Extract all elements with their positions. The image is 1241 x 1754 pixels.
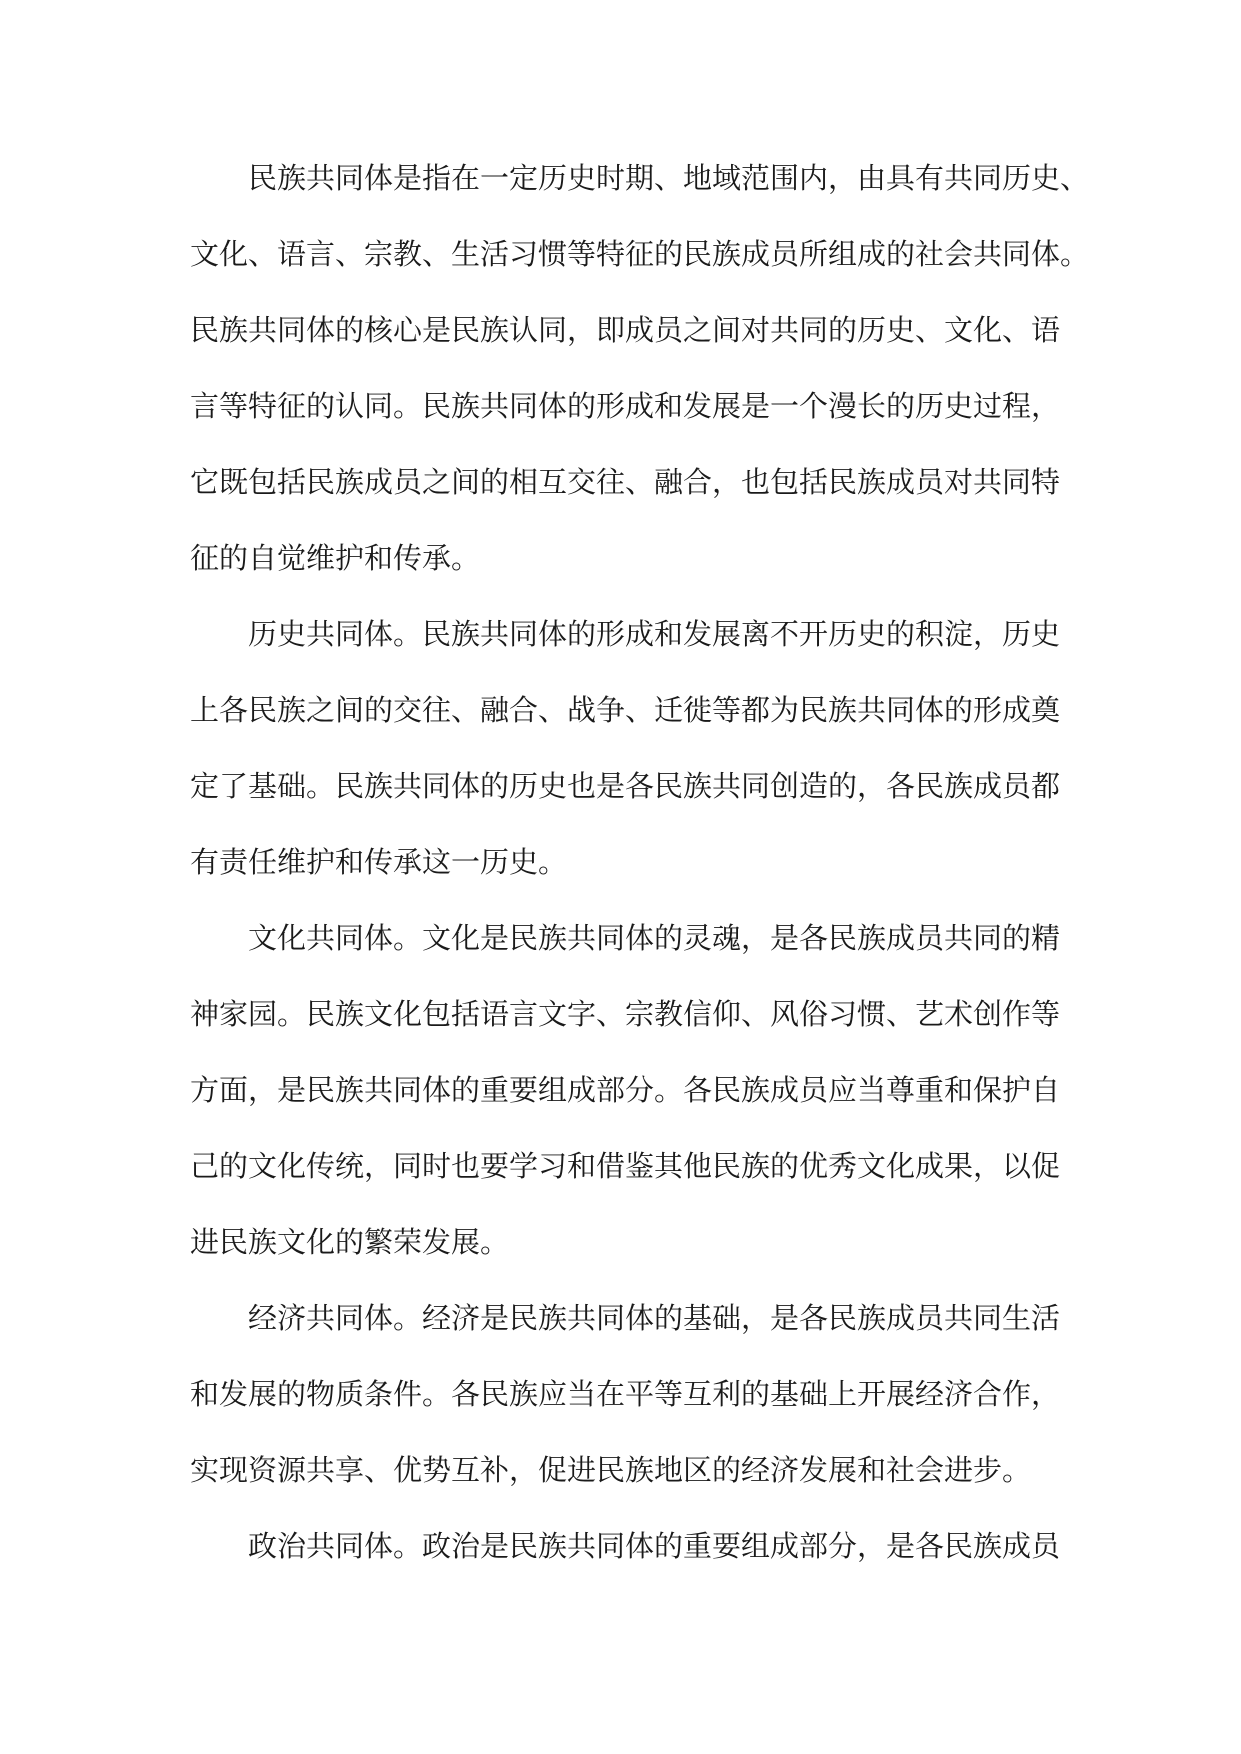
text-line: 历史共同体。民族共同体的形成和发展离不开历史的积淀，历史 (248, 617, 1061, 651)
text-line: 己的文化传统，同时也要学习和借鉴其他民族的优秀文化成果，以促 (190, 1149, 1061, 1183)
paragraph-culture (190, 900, 1060, 1280)
text-line: 有责任维护和传承这一历史。 (190, 845, 568, 879)
text-line: 经济共同体。经济是民族共同体的基础，是各民族成员共同生活 (248, 1301, 1061, 1335)
text-line: 实现资源共享、优势互补，促进民族地区的经济发展和社会进步。 (190, 1453, 1032, 1487)
text-line: 它既包括民族成员之间的相互交往、融合，也包括民族成员对共同特 (190, 465, 1061, 499)
text-line: 文化共同体。文化是民族共同体的灵魂，是各民族成员共同的精 (248, 921, 1061, 955)
text-line: 文化、语言、宗教、生活习惯等特征的民族成员所组成的社会共同体。 (190, 237, 1090, 271)
text-line: 民族共同体的核心是民族认同，即成员之间对共同的历史、文化、语 (190, 313, 1061, 347)
text-line: 上各民族之间的交往、融合、战争、迁徙等都为民族共同体的形成奠 (190, 693, 1061, 727)
paragraph-history (190, 596, 1060, 900)
paragraph-politics (190, 1508, 1060, 1584)
paragraph-economy (190, 1280, 1060, 1508)
text-line: 神家园。民族文化包括语言文字、宗教信仰、风俗习惯、艺术创作等 (190, 997, 1061, 1031)
text-line: 方面，是民族共同体的重要组成部分。各民族成员应当尊重和保护自 (190, 1073, 1061, 1107)
document-body (190, 140, 1090, 1584)
text-line: 定了基础。民族共同体的历史也是各民族共同创造的，各民族成员都 (190, 769, 1061, 803)
text-line: 民族共同体是指在一定历史时期、地域范围内，由具有共同历史、 (248, 161, 1090, 195)
text-line: 进民族文化的繁荣发展。 (190, 1225, 510, 1259)
text-line: 和发展的物质条件。各民族应当在平等互利的基础上开展经济合作， (190, 1377, 1061, 1411)
paragraph-definition (190, 140, 1090, 596)
text-line: 言等特征的认同。民族共同体的形成和发展是一个漫长的历史过程， (190, 389, 1061, 423)
text-line: 政治共同体。政治是民族共同体的重要组成部分，是各民族成员 (248, 1529, 1061, 1563)
text-line: 征的自觉维护和传承。 (190, 541, 481, 575)
